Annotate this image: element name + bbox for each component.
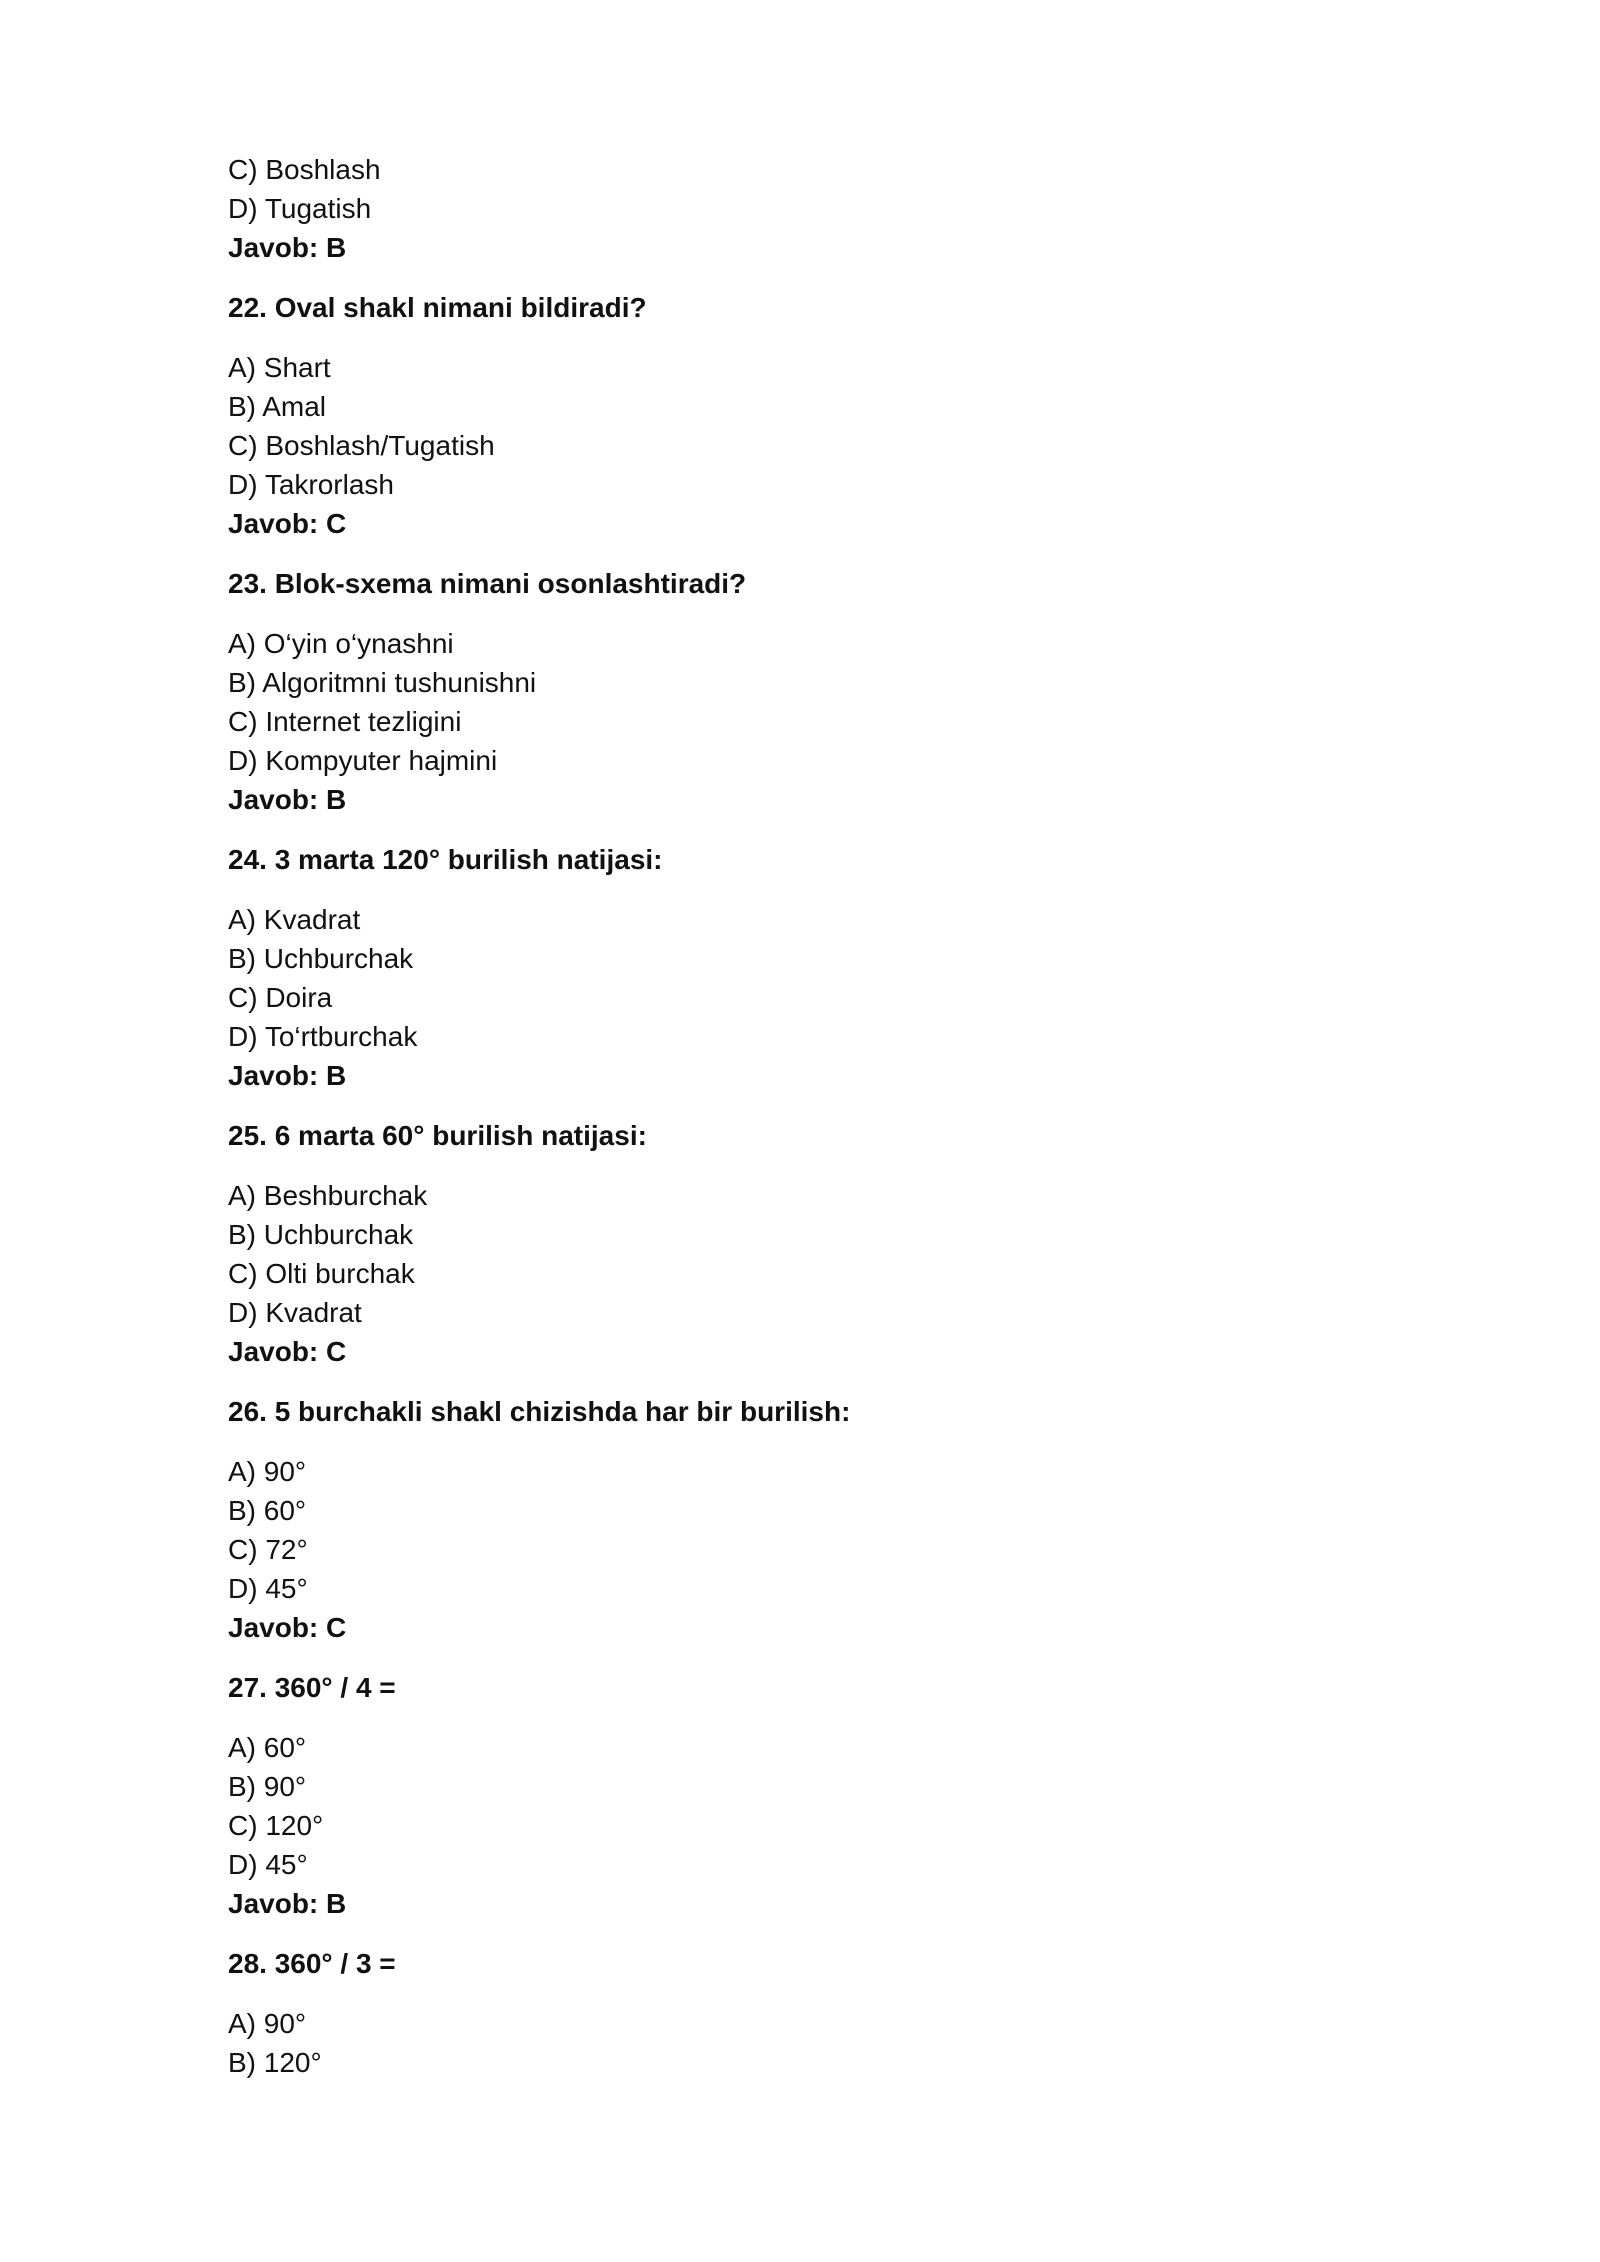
answer-line: Javob: B: [228, 784, 347, 815]
option-a: A) Beshburchak: [228, 1180, 428, 1211]
question-24: [228, 840, 1408, 1095]
question-26: [228, 1392, 1408, 1647]
option-d: D) 45°: [228, 1573, 308, 1604]
question-title: 26. 5 burchakli shakl chizishda har bir burilish:: [228, 1396, 851, 1427]
question-title: 23. Blok-sxema nimani osonlashtiradi?: [228, 568, 747, 599]
option-c: C) Internet tezligini: [228, 706, 462, 737]
option-c: C) Olti burchak: [228, 1258, 415, 1289]
option-b: B) Uchburchak: [228, 1219, 414, 1250]
option-d: D) Kompyuter hajmini: [228, 745, 498, 776]
option-b: B) Algoritmni tushunishni: [228, 667, 537, 698]
answer-line: Javob: B: [228, 232, 347, 263]
option-a: A) 90°: [228, 1456, 307, 1487]
option-c: C) Boshlash/Tugatish: [228, 430, 495, 461]
option-d: D) To‘rtburchak: [228, 1021, 418, 1052]
question-title: 27. 360° / 4 =: [228, 1672, 396, 1703]
answer-line: Javob: C: [228, 1336, 347, 1367]
option-b: B) Amal: [228, 391, 327, 422]
option-d: D) Kvadrat: [228, 1297, 362, 1328]
question-22: [228, 288, 1408, 543]
option-b: B) 90°: [228, 1771, 307, 1802]
option-d: D) Tugatish: [228, 193, 372, 224]
option-a: A) O‘yin o‘ynashni: [228, 628, 454, 659]
question-title: 22. Oval shakl nimani bildiradi?: [228, 292, 647, 323]
option-d: D) Takrorlash: [228, 469, 394, 500]
answer-line: Javob: C: [228, 508, 347, 539]
option-c: C) Doira: [228, 982, 333, 1013]
option-b: B) 120°: [228, 2047, 322, 2078]
option-a: A) Shart: [228, 352, 331, 383]
question-28: [228, 1944, 1408, 2082]
answer-line: Javob: C: [228, 1612, 347, 1643]
question-23: [228, 564, 1408, 819]
question-27: [228, 1668, 1408, 1923]
option-c: C) 72°: [228, 1534, 308, 1565]
question-21-continuation: [228, 150, 1408, 267]
answer-line: Javob: B: [228, 1060, 347, 1091]
answer-line: Javob: B: [228, 1888, 347, 1919]
question-title: 28. 360° / 3 =: [228, 1948, 396, 1979]
option-c: C) Boshlash: [228, 154, 381, 185]
question-25: [228, 1116, 1408, 1371]
option-a: A) 60°: [228, 1732, 307, 1763]
option-b: B) 60°: [228, 1495, 307, 1526]
document-page: [228, 150, 1408, 2082]
option-a: A) 90°: [228, 2008, 307, 2039]
option-b: B) Uchburchak: [228, 943, 414, 974]
question-title: 25. 6 marta 60° burilish natijasi:: [228, 1120, 647, 1151]
option-a: A) Kvadrat: [228, 904, 361, 935]
question-title: 24. 3 marta 120° burilish natijasi:: [228, 844, 663, 875]
option-d: D) 45°: [228, 1849, 308, 1880]
option-c: C) 120°: [228, 1810, 324, 1841]
